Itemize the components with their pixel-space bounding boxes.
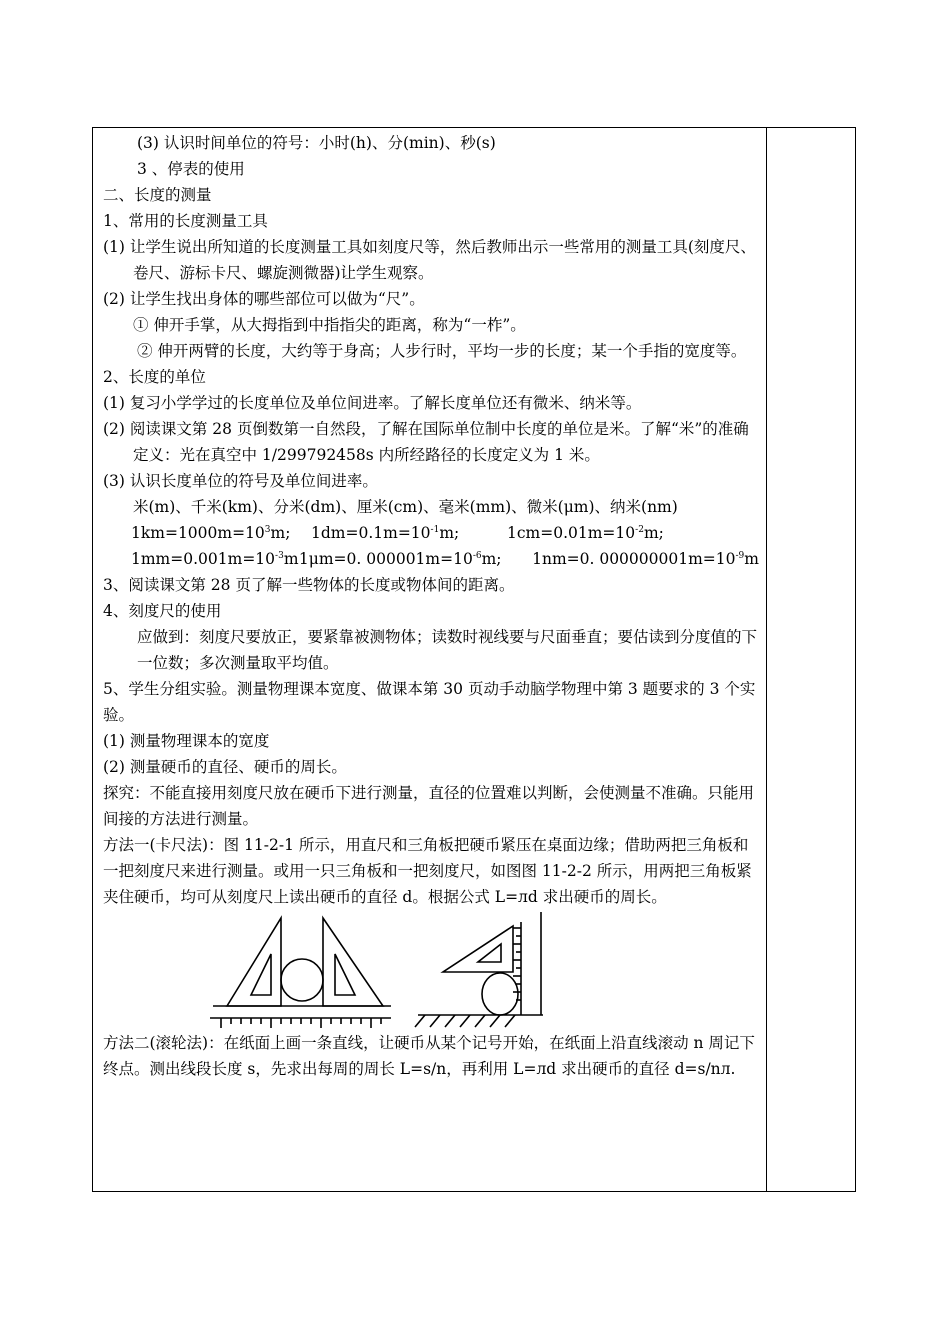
experiment-item-2: (2) 测量硬币的直径、硬币的周长。 [103, 758, 347, 776]
conversion-nm: 1nm=0. $000000001m=10^{-9}m$ [532, 550, 759, 568]
conversion-km: $1km=1000m=10^3m$; [131, 524, 291, 542]
figure-11-2-2 [415, 912, 543, 1027]
conversion-cm: $1cm=0.01m=10^{-2}m$; [507, 524, 664, 542]
method-two: 方法二(滚轮法)：在纸面上画一条直线，让硬币从某个记号开始，在纸面上沿直线滚动 n 周记下终点。测出线段长度 s，先求出每周的周长 L=s/n，再利用 L=лd 求出硬币的直径 d=s/nл. [103, 1034, 755, 1078]
section-heading-length: 二、长度的测量 [103, 186, 212, 204]
conversion-um: 1μm=0. $000001m=10^{-6}m$; [298, 550, 502, 568]
coin-measurement-drawing [103, 910, 763, 1030]
unit-symbols: 米(m)、千米(km)、分米(dm)、厘米(cm)、毫米(mm)、微米(μm)、纳米(nm) [133, 498, 678, 516]
ruler-usage-heading: 4、刻度尺的使用 [103, 602, 222, 620]
body-ruler-1: ① 伸开手掌，从大拇指到中指指尖的距离，称为“一柞”。 [133, 316, 526, 334]
units-heading: 2、长度的单位 [103, 368, 206, 386]
conversion-row-1 [103, 520, 759, 546]
units-item-3: (3) 认识长度单位的符号及单位间进率。 [103, 472, 378, 490]
tools-heading: 1、常用的长度测量工具 [103, 212, 268, 230]
conversion-row-2 [103, 546, 759, 572]
method-one: 方法一(卡尺法)：图 11-2-1 所示，用直尺和三角板把硬币紧压在桌面边缘；借助两把三角板和一把刻度尺来进行测量。或用一只三角板和一把刻度尺，如图图 11-2-2 所示，用两把三角板紧夹住硬币，均可从刻度尺上读出硬币的直径 d。根据公式 L=лd 求出硬币的周长。 [103, 836, 752, 906]
units-item-1: (1) 复习小学学过的长度单位及单位间进率。了解长度单位还有微米、纳米等。 [103, 394, 642, 412]
exploration-note: 探究：不能直接用刻度尺放在硬币下进行测量，直径的位置难以判断，会使测量不准确。只能用间接的方法进行测量。 [103, 784, 755, 828]
stopwatch-heading: 3 、停表的使用 [137, 160, 245, 178]
lesson-content [103, 130, 759, 1082]
units-item-2: (2) 阅读课文第 28 页倒数第一自然段，了解在国际单位制中长度的单位是米。了解“米”的准确定义：光在真空中 1/299792458s 内所经路径的长度定义为 1 米。 [103, 420, 749, 464]
tools-item-2: (2) 让学生找出身体的哪些部位可以做为“尺”。 [103, 290, 425, 308]
experiment-item-1: (1) 测量物理课本的宽度 [103, 732, 270, 750]
conversion-dm: $1dm=0.1m=10^{-1}m$; [311, 524, 460, 542]
time-unit-symbols: (3) 认识时间单位的符号：小时(h)、分(min)、秒(s) [137, 134, 496, 152]
body-ruler-2: ② 伸开两臂的长度，大约等于身高；人步行时，平均一步的长度；某一个手指的宽度等。 [137, 342, 747, 360]
group-experiment: 5、学生分组实验。测量物理课本宽度、做课本第 30 页动手动脑学物理中第 3 题要求的 3 个实验。 [103, 680, 756, 724]
distance-reading: 3、阅读课文第 28 页了解一些物体的长度或物体间的距离。 [103, 576, 515, 594]
figure-11-2-1 [210, 918, 391, 1028]
conversion-mm: $1mm=0.001m=10^{-3}m$ [131, 550, 299, 568]
ruler-usage-rules: 应做到：刻度尺要放正，要紧靠被测物体；读数时视线要与尺面垂直；要估读到分度值的下一位数；多次测量取平均值。 [137, 628, 758, 672]
table-column-divider [766, 127, 767, 1192]
coin-measurement-figures [103, 910, 759, 1030]
tools-item-1: (1) 让学生说出所知道的长度测量工具如刻度尺等，然后教师出示一些常用的测量工具(刻度尺、卷尺、游标卡尺、螺旋测微器)让学生观察。 [103, 238, 756, 282]
